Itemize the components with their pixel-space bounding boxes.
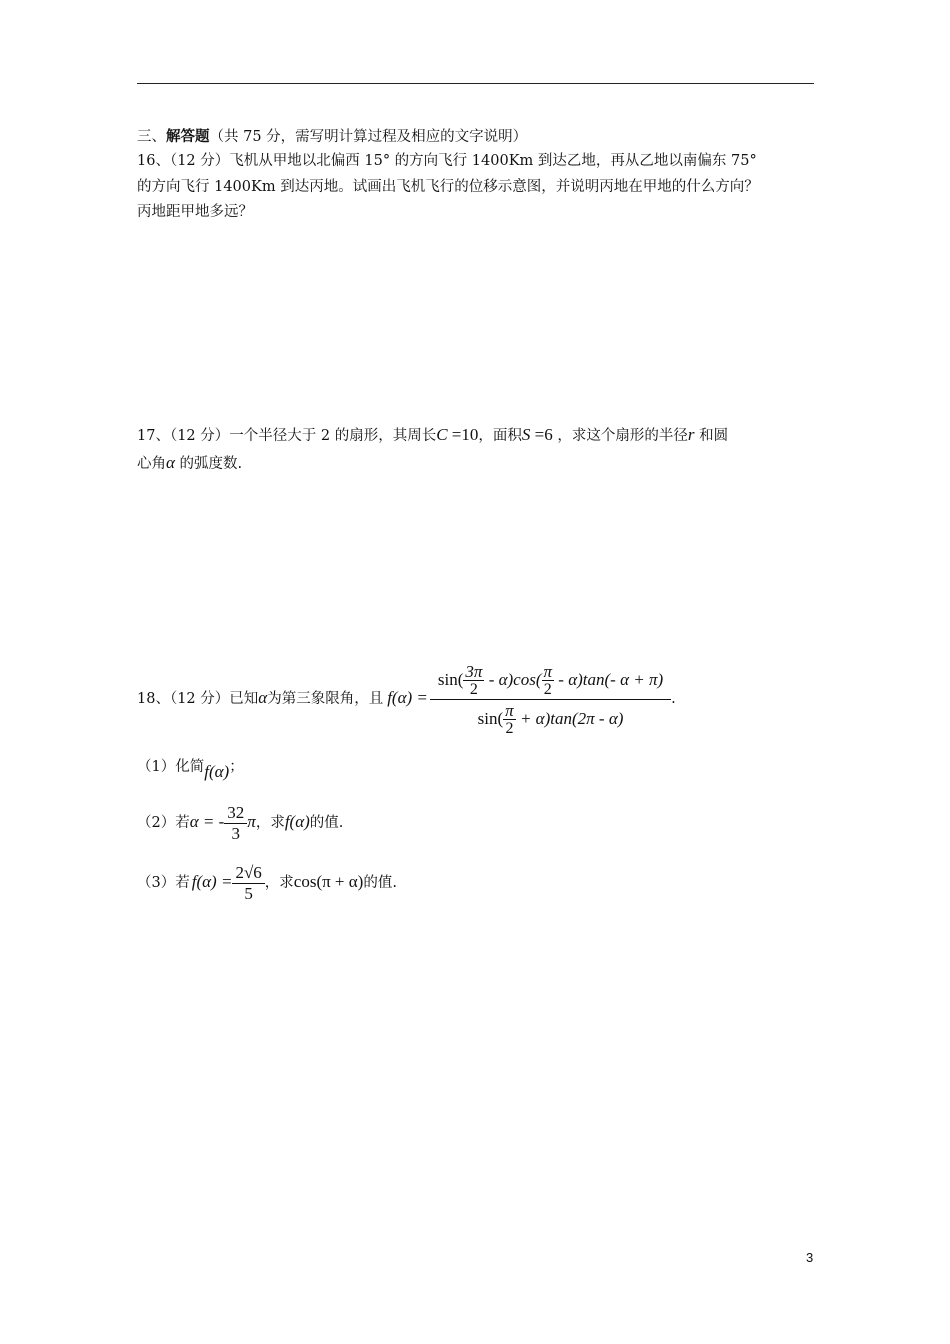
page-number: 3 xyxy=(806,1250,814,1265)
q18-sub2-label: （2）若 xyxy=(137,815,190,831)
q18-sub-2 xyxy=(137,800,343,845)
section-note: （共 75 分，需写明计算过程及相应的文字说明） xyxy=(209,129,528,145)
q18-sub1-end: ； xyxy=(229,759,244,775)
q18-sub3-label: （3）若 xyxy=(137,875,190,891)
q18-sub2-pi: π xyxy=(247,812,256,831)
q18-den-rest: + α)tan(2π - α) xyxy=(515,708,624,728)
q17-text-c: ，求这个扇形的半径 xyxy=(552,428,688,444)
q18-den-sin: sin( xyxy=(477,708,504,728)
q16-line-2: 的方向飞行 1400Km 到达丙地。试画出飞机飞行的位移示意图，并说明丙地在甲地的什么方向？ xyxy=(137,179,759,195)
q17-perimeter-symbol: C xyxy=(436,425,448,444)
q18-sub-3 xyxy=(137,858,397,907)
q17-text-e: 心角 xyxy=(137,456,166,472)
q18-alpha: α xyxy=(258,688,268,707)
q18-sub2-f: f(α) xyxy=(284,812,310,831)
q18-denominator xyxy=(430,700,671,738)
q17-area-value: =6 xyxy=(530,425,553,444)
q18-main-fraction xyxy=(430,661,671,738)
q18-sub2-den: 3 xyxy=(231,823,241,843)
q18-num-rest: - α)tan(- α + π) xyxy=(554,669,664,689)
q17-perimeter-value: =10 xyxy=(447,425,479,444)
q18-numerator xyxy=(430,661,671,700)
q17-radius-symbol: r xyxy=(687,425,695,444)
q18-num-frac-3pi-2 xyxy=(463,663,484,698)
q16-line-1: 16、（12 分）飞机从甲地以北偏西 15° 的方向飞行 1400Km 到达乙地，再从乙地以南偏东 75° xyxy=(137,153,757,169)
q18-den-2: 2 xyxy=(505,720,514,738)
q18-den-pi: π xyxy=(505,701,514,721)
q18-sub2-end: 的值. xyxy=(309,815,344,831)
q18-sub-1 xyxy=(137,752,244,781)
q18-end: . xyxy=(671,691,676,707)
q16-line-3: 丙地距甲地多远？ xyxy=(137,204,253,220)
q18-num-2b: 2 xyxy=(543,681,552,699)
q18-sub2-frac xyxy=(224,803,247,844)
q17-text-d: 和圆 xyxy=(694,428,729,444)
q18-sub3-lhs: f(α) = xyxy=(191,872,233,891)
q17-text-a: 17、（12 分）一个半径大于 2 的扇形，其周长 xyxy=(137,428,437,444)
q18-num-sin: sin( xyxy=(437,669,464,689)
q18-num-2a: 2 xyxy=(469,681,478,699)
q18-num-3pi: 3π xyxy=(465,662,483,682)
q18-prefix: 18、（12 分）已知 xyxy=(137,691,259,707)
q17-area-symbol: S xyxy=(521,425,531,444)
q18-sub3-frac xyxy=(232,863,264,904)
section-number: 三、 xyxy=(137,129,166,145)
q18-sub1-label: （1）化简 xyxy=(137,759,205,775)
q18-sub2-num: 32 xyxy=(224,803,247,824)
q18-stem xyxy=(137,658,676,739)
q18-num-frac-pi-2 xyxy=(542,663,555,698)
q18-sub2-mid: ，求 xyxy=(255,815,285,831)
q17-alpha-symbol: α xyxy=(166,453,175,472)
q18-sub3-den: 5 xyxy=(244,883,253,903)
q18-den-frac-pi-2 xyxy=(503,702,516,737)
q18-sub3-num: 2√6 xyxy=(232,863,264,884)
q18-mid: 为第三象限角，且 xyxy=(267,691,384,707)
q17-text-b: ，面积 xyxy=(478,428,522,444)
q17-text-f: 的弧度数. xyxy=(174,456,243,472)
q18-sub2-lhs: α = - xyxy=(189,812,225,831)
q18-sub3-expr: cos(π + α) xyxy=(293,872,364,891)
section-title: 解答题 xyxy=(166,128,210,145)
q18-sub1-f: f(α) xyxy=(204,762,230,781)
q17-line-2 xyxy=(137,452,242,475)
section-heading xyxy=(137,126,527,148)
q18-f-alpha: f(α) = xyxy=(387,688,428,707)
header-rule xyxy=(137,83,814,84)
q17-line-1 xyxy=(137,424,728,447)
q18-num-pi: π xyxy=(543,662,553,682)
q18-sub3-end: 的值. xyxy=(363,875,397,891)
q18-sub3-mid: ，求 xyxy=(264,875,294,891)
q18-num-minus-alpha: - α)cos( xyxy=(484,669,542,689)
